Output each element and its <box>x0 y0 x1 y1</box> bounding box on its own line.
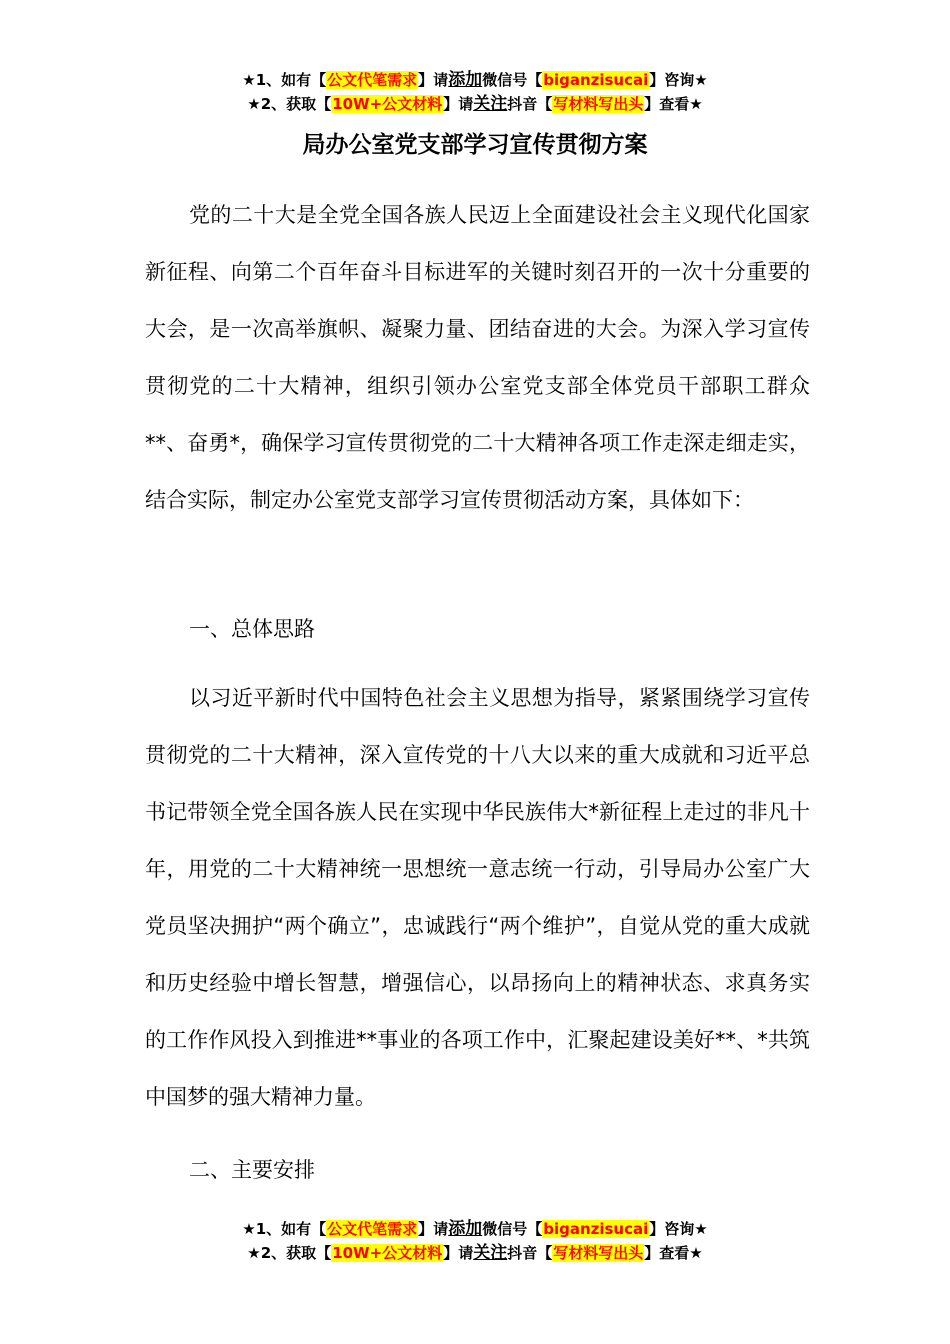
star-icon: ★ <box>242 71 256 89</box>
promo-text: 】咨询★ <box>649 1220 708 1238</box>
promo-emphasis: 添加 <box>448 70 483 90</box>
promo-emphasis: 关注 <box>473 94 508 114</box>
star-icon: ★ <box>242 1220 256 1238</box>
intro-paragraph: 党的二十大是全党全国各族人民迈上全面建设社会主义现代化国家新征程、向第二个百年奋斗目标进军的关键时刻召开的一次十分重要的大会，是一次高举旗帜、凝聚力量、团结奋进的大会。为深入学习宣传贯彻党的二十大精神，组织引领办公室党支部全体党员干部职工群众**、奋勇*，确保学习宣传贯彻党的二十大精神各项工作走深走细走实，结合实际，制定办公室党支部学习宣传贯彻活动方案，具体如下： <box>145 203 810 512</box>
promo-text: 2、获取【 <box>260 95 332 113</box>
bottom-promo-banner <box>0 1217 950 1265</box>
promo-line-2 <box>0 92 950 116</box>
promo-highlight: 10W+公文材料 <box>332 1244 443 1262</box>
promo-highlight: 10W+公文材料 <box>332 95 443 113</box>
promo-highlight-wechat: biganzisucai <box>543 71 649 89</box>
promo-highlight: 公文代笔需求 <box>327 1220 418 1238</box>
document-title: 局办公室党支部学习宣传贯彻方案 <box>302 132 648 158</box>
star-icon: ★ <box>247 95 261 113</box>
promo-text: 】请 <box>443 1244 474 1262</box>
promo-text: 微信号【 <box>482 71 543 89</box>
promo-text: 1、如有【 <box>255 1220 327 1238</box>
promo-text: 】请 <box>418 1220 449 1238</box>
promo-text: 】咨询★ <box>649 71 708 89</box>
promo-text: 微信号【 <box>482 1220 543 1238</box>
promo-text: 2、获取【 <box>260 1244 332 1262</box>
section-1-heading: 一、总体思路 <box>189 617 315 641</box>
section-2-heading: 二、主要安排 <box>189 1158 315 1182</box>
promo-text: 】请 <box>418 71 449 89</box>
promo-text: 】查看★ <box>644 1244 703 1262</box>
section-1-paragraph: 以习近平新时代中国特色社会主义思想为指导，紧紧围绕学习宣传贯彻党的二十大精神，深入宣传党的十八大以来的重大成就和习近平总书记带领全党全国各族人民在实现中华民族伟大*新征程上走过的非凡十年，用党的二十大精神统一思想统一意志统一行动，引导局办公室广大党员坚决拥护“两个确立”，忠诚践行“两个维护”，自觉从党的重大成就和历史经验中增长智慧，增强信心，以昂扬向上的精神状态、求真务实的工作作风投入到推进**事业的各项工作中，汇聚起建设美好**、*共筑中国梦的强大精神力量。 <box>145 686 810 1109</box>
promo-text: 】查看★ <box>644 95 703 113</box>
promo-line-1 <box>0 68 950 92</box>
promo-text: 抖音【 <box>507 95 553 113</box>
promo-text: 】请 <box>443 95 474 113</box>
promo-text: 1、如有【 <box>255 71 327 89</box>
promo-highlight-douyin: 写材料写出头 <box>553 1244 644 1262</box>
promo-line-1 <box>0 1217 950 1241</box>
promo-line-2 <box>0 1241 950 1265</box>
promo-highlight-douyin: 写材料写出头 <box>553 95 644 113</box>
promo-highlight: 公文代笔需求 <box>327 71 418 89</box>
promo-highlight-wechat: biganzisucai <box>543 1220 649 1238</box>
star-icon: ★ <box>247 1244 261 1262</box>
top-promo-banner <box>0 68 950 116</box>
promo-text: 抖音【 <box>507 1244 553 1262</box>
promo-emphasis: 添加 <box>448 1219 483 1239</box>
promo-emphasis: 关注 <box>473 1243 508 1263</box>
